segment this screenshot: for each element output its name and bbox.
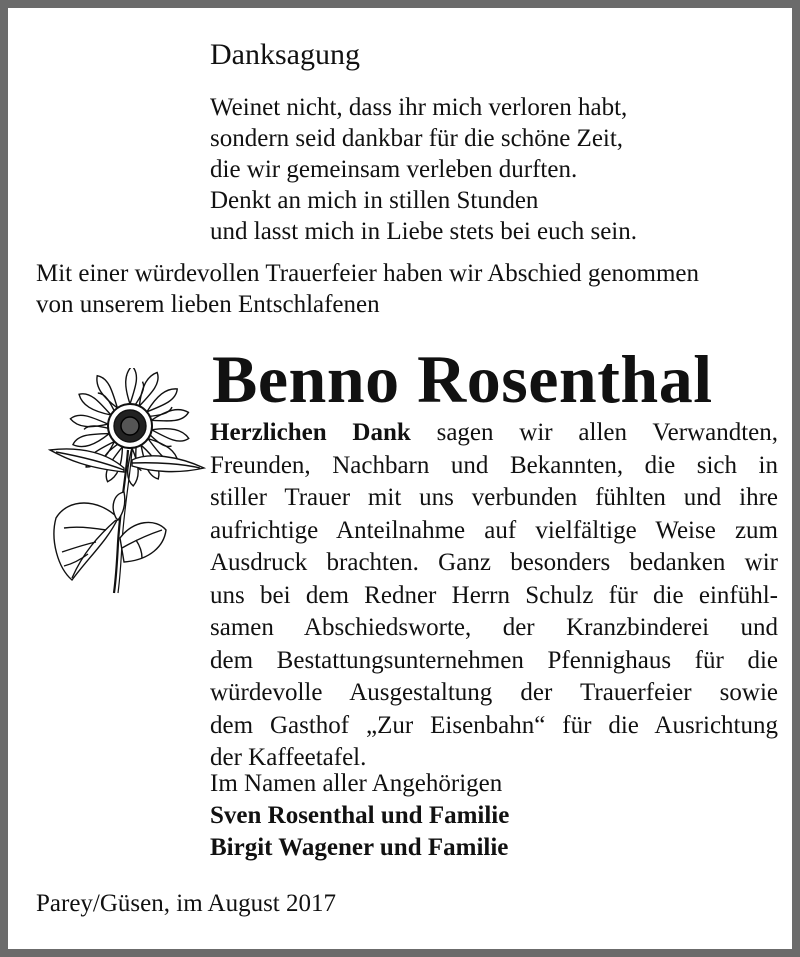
poem-line: sondern seid dankbar für die schöne Zeit,: [210, 125, 624, 152]
thanks-line: würdevolle Ausgestaltung der Trauerfeier sowie: [210, 679, 778, 706]
thanks-line: stiller Trauer mit uns verbunden fühlten und ihre: [210, 484, 778, 511]
thanks-line: der Kaffeetafel.: [210, 744, 367, 771]
intro-line: Mit einer würdevollen Trauerfeier haben wir Abschied genommen: [36, 260, 700, 287]
sunflower-icon: [28, 368, 228, 598]
thanks-line: uns bei dem Redner Herrn Schulz für die einfühl-: [210, 581, 778, 609]
poem-line: Weinet nicht, dass ihr mich verloren habt,: [210, 94, 628, 121]
intro-text: [36, 258, 699, 320]
thanks-line: dem Bestattungsunternehmen Pfennighaus für die: [210, 646, 778, 674]
thanks-lead: Herzlichen Dank: [210, 419, 411, 446]
thanks-line-text: sagen wir allen Verwandten,: [410, 419, 778, 446]
thanks-line: [210, 417, 778, 450]
thanks-line: Ausdruck brachten. Ganz besonders bedanken wir: [210, 549, 778, 576]
deceased-name: Benno Rosenthal: [212, 341, 713, 417]
signature-family: Birgit Wagener und Familie: [210, 834, 509, 861]
signature-preface: Im Namen aller Angehörigen: [210, 770, 503, 797]
signature-family: Sven Rosenthal und Familie: [210, 802, 510, 829]
thanks-line: samen Abschiedsworte, der Kranzbinderei und: [210, 614, 778, 641]
place-date: Parey/Güsen, im August 2017: [36, 890, 336, 917]
thanks-text: [210, 417, 778, 775]
poem-line: Denkt an mich in stillen Stunden: [210, 187, 539, 214]
signature-block: [210, 768, 509, 864]
thanks-line: aufrichtige Anteilnahme auf vielfältige Weise zum: [210, 516, 778, 544]
thanks-line: dem Gasthof „Zur Eisenbahn“ für die Ausrichtung: [210, 711, 778, 739]
intro-line: von unserem lieben Entschlafenen: [36, 291, 380, 318]
thanks-line: Freunden, Nachbarn und Bekannten, die sich in: [210, 451, 778, 479]
poem-line: und lasst mich in Liebe stets bei euch sein.: [210, 218, 637, 245]
poem: [210, 92, 637, 247]
notice-heading: Danksagung: [210, 38, 360, 71]
poem-line: die wir gemeinsam verleben durften.: [210, 156, 578, 183]
obituary-notice: [8, 8, 792, 949]
